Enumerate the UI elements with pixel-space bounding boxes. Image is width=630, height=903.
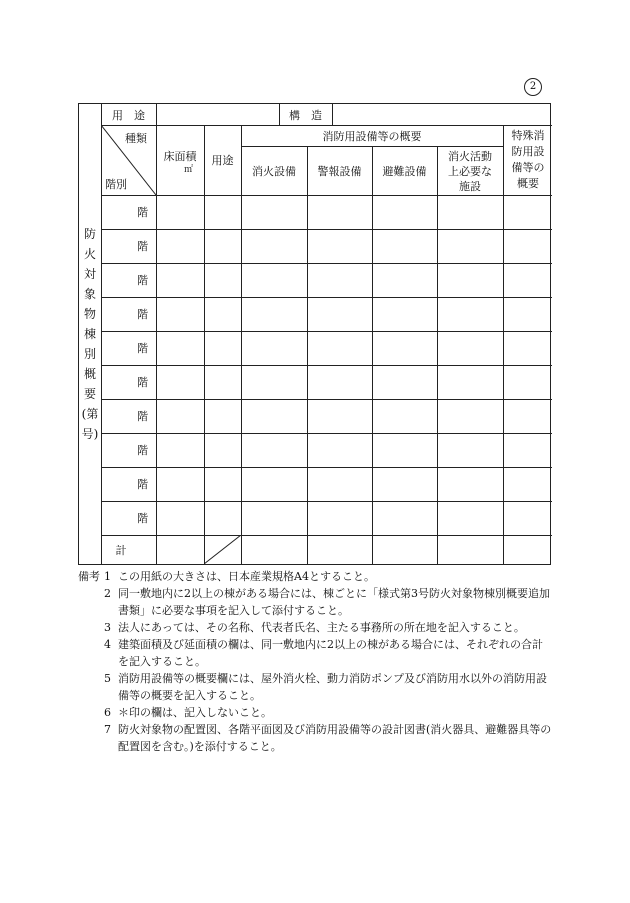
note-text: 消防用設備等の概要欄には、屋外消火栓、動力消防ポンプ及び消防用水以外の消防用設備等の概要を記入すること。 <box>118 672 547 702</box>
notes <box>78 568 553 755</box>
note-number: 7 <box>104 723 111 736</box>
floor-row-label: 階 <box>137 410 148 423</box>
page-number: 2 <box>524 78 542 96</box>
grid-line <box>156 125 157 564</box>
side-title-char: 火 <box>83 247 96 261</box>
side-title-char: 号) <box>81 427 99 441</box>
side-title-char: 棟 <box>83 327 96 341</box>
note-text: ＊印の欄は、記入しないこと。 <box>118 706 272 719</box>
side-title-char: 概 <box>83 367 96 381</box>
side-title-char: 物 <box>83 307 96 321</box>
note-text: 防火対象物の配置図、各階平面図及び消防用設備等の設計図書(消火器具、避難器具等の配置図を含む。)を添付すること。 <box>118 723 552 753</box>
note-number: 4 <box>104 638 111 651</box>
grid-line <box>101 535 552 536</box>
note-text: 建築面積及び延面積の欄は、同一敷地内に2以上の棟がある場合には、それぞれの合計を記入すること。 <box>118 638 543 668</box>
grid-line <box>101 433 552 434</box>
side-title-char: 別 <box>83 347 96 361</box>
note-text: この用紙の大きさは、日本産業規格A4とすること。 <box>118 570 375 583</box>
floor-row-label: 階 <box>137 274 148 287</box>
note-item <box>78 721 553 755</box>
column-firefighting-facilities: 消火活動上必要な施設 <box>448 149 492 193</box>
special-facilities-label: 特殊消防用設備等の概要 <box>511 129 545 190</box>
side-title <box>79 104 101 564</box>
grid-line <box>101 365 552 366</box>
grid-line <box>101 229 552 230</box>
grid-line <box>101 195 552 196</box>
grid-line <box>101 263 552 264</box>
total-label: 計 <box>115 543 127 557</box>
floor-row-label: 階 <box>137 478 148 491</box>
side-title-char: 象 <box>83 287 96 301</box>
note-item <box>78 585 553 619</box>
side-title-char: 要 <box>83 387 96 401</box>
note-number: 1 <box>104 570 111 583</box>
grid-line <box>101 297 552 298</box>
note-item <box>78 704 553 721</box>
side-title-char: 防 <box>83 227 96 241</box>
grid-line <box>503 125 504 564</box>
floor-row-label: 階 <box>137 206 148 219</box>
floor-row-label: 階 <box>137 308 148 321</box>
facilities-label: 消防用設備等の概要 <box>322 129 422 143</box>
usage-field[interactable] <box>156 104 279 125</box>
side-title-char: (第 <box>81 407 99 421</box>
grid-line <box>101 331 552 332</box>
floor-row-label: 階 <box>137 342 148 355</box>
structure-label: 構 造 <box>289 108 322 122</box>
note-text: 同一敷地内に2以上の棟がある場合には、棟ごとに「様式第3号防火対象物棟別概要追加書類」に必要な事項を記入して添付すること。 <box>118 587 550 617</box>
note-number: 6 <box>104 706 111 719</box>
area-unit: ㎡ <box>184 165 194 175</box>
building-overview-form <box>78 103 551 565</box>
note-text: 法人にあっては、その名称、代表者氏名、主たる事務所の所在地を記入すること。 <box>118 621 525 634</box>
floor-row-label: 階 <box>137 376 148 389</box>
structure-field[interactable] <box>332 104 552 125</box>
column-evacuation: 避難設備 <box>382 164 427 178</box>
area-label: 床面積 <box>163 150 197 163</box>
usage-label: 用 途 <box>112 108 145 122</box>
note-number: 3 <box>104 621 111 634</box>
floor-row-label: 階 <box>137 240 148 253</box>
grid-line <box>101 399 552 400</box>
note-item <box>78 568 553 585</box>
grid-line <box>101 467 552 468</box>
note-item <box>78 619 553 636</box>
floor-label: 階別 <box>105 178 127 191</box>
note-number: 5 <box>104 672 111 685</box>
total-diagonal <box>204 535 241 564</box>
column-alarm: 警報設備 <box>317 164 362 178</box>
column-fire-extinguishing: 消火設備 <box>252 164 296 178</box>
type-label: 種類 <box>125 132 147 145</box>
note-number: 2 <box>104 587 111 600</box>
note-item <box>78 636 553 670</box>
grid-line <box>101 501 552 502</box>
notes-heading: 備考 <box>78 570 100 583</box>
floor-row-label: 階 <box>137 512 148 525</box>
note-item <box>78 670 553 704</box>
floor-row-label: 階 <box>137 444 148 457</box>
side-title-char: 対 <box>83 267 96 281</box>
purpose-label: 用途 <box>211 154 234 167</box>
